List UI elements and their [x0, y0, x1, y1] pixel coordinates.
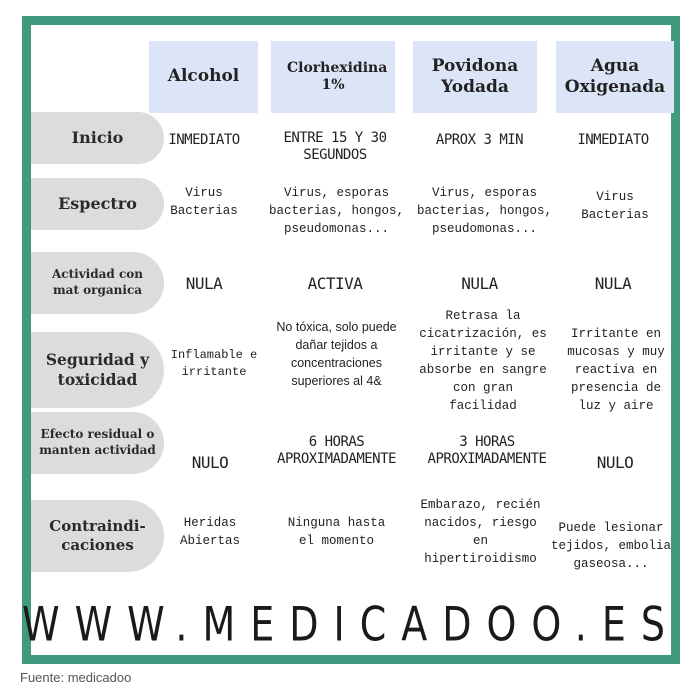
row-header-actividad: Actividad con mat organica — [31, 252, 164, 314]
column-header-povidona: Povidona Yodada — [413, 41, 537, 113]
cell-efecto-alcohol: NULO — [191, 453, 229, 473]
row-header-inicio: Inicio — [31, 112, 164, 164]
cell-contra-povidona: Embarazo, recién nacidos, riesgo en hipertiroidismo — [420, 497, 541, 567]
cell-inicio-clorhexidina: ENTRE 15 Y 30 SEGUNDOS — [283, 130, 387, 163]
row-header-espectro: Espectro — [31, 178, 164, 230]
cell-inicio-povidona: APROX 3 MIN — [435, 131, 524, 148]
column-header-agua-oxigenada: Agua Oxigenada — [556, 41, 674, 113]
caption-fragment: Fuente: medicadoo — [20, 670, 132, 684]
cell-seguridad-agua: Irritante en mucosas y muy reactiva en presencia de luz y aire — [567, 326, 665, 414]
row-header-efecto-residual: Efecto residual o manten actividad — [31, 412, 164, 474]
cell-actividad-povidona: NULA — [461, 274, 498, 294]
cell-efecto-agua: NULO — [596, 453, 634, 473]
cell-efecto-clorhexidina: 6 HORAS APROXIMADAMENTE — [277, 434, 396, 467]
cell-espectro-alcohol: Virus Bacterias — [170, 185, 238, 218]
cell-contra-clorhexidina: Ninguna hasta el momento — [287, 515, 386, 548]
cell-seguridad-alcohol: Inflamable e irritante — [170, 347, 258, 379]
column-header-alcohol: Alcohol — [149, 41, 258, 113]
cell-contra-alcohol: Heridas Abiertas — [179, 515, 240, 548]
cell-seguridad-clorhexidina: No tóxica, solo puede dañar tejidos a concentraciones superiores al 4& — [276, 319, 397, 389]
row-header-contraindicaciones: Contraindi-caciones — [31, 500, 164, 572]
cell-espectro-agua: Virus Bacterias — [581, 189, 649, 222]
footer-website: WWW.MEDICADOO.ES — [22, 596, 680, 652]
column-header-clorhexidina: Clorhexidina 1% — [271, 41, 395, 113]
cell-inicio-alcohol: INMEDIATO — [168, 131, 240, 148]
cell-inicio-agua: INMEDIATO — [577, 131, 649, 148]
cell-actividad-agua: NULA — [594, 274, 632, 294]
cell-actividad-clorhexidina: ACTIVA — [307, 274, 363, 294]
cell-espectro-clorhexidina: Virus, esporas bacterias, hongos, pseudomonas... — [268, 185, 405, 237]
cell-actividad-alcohol: NULA — [185, 274, 223, 294]
cell-seguridad-povidona: Retrasa la cicatrización, es irritante y se absorbe en sangre con gran facilidad — [419, 308, 547, 414]
cell-contra-agua: Puede lesionar tejidos, embolia gaseosa... — [550, 520, 672, 572]
row-header-seguridad: Seguridad y toxicidad — [31, 332, 164, 408]
cell-efecto-povidona: 3 HORAS APROXIMADAMENTE — [427, 434, 547, 467]
cell-espectro-povidona: Virus, esporas bacterias, hongos, pseudomonas... — [416, 185, 553, 237]
